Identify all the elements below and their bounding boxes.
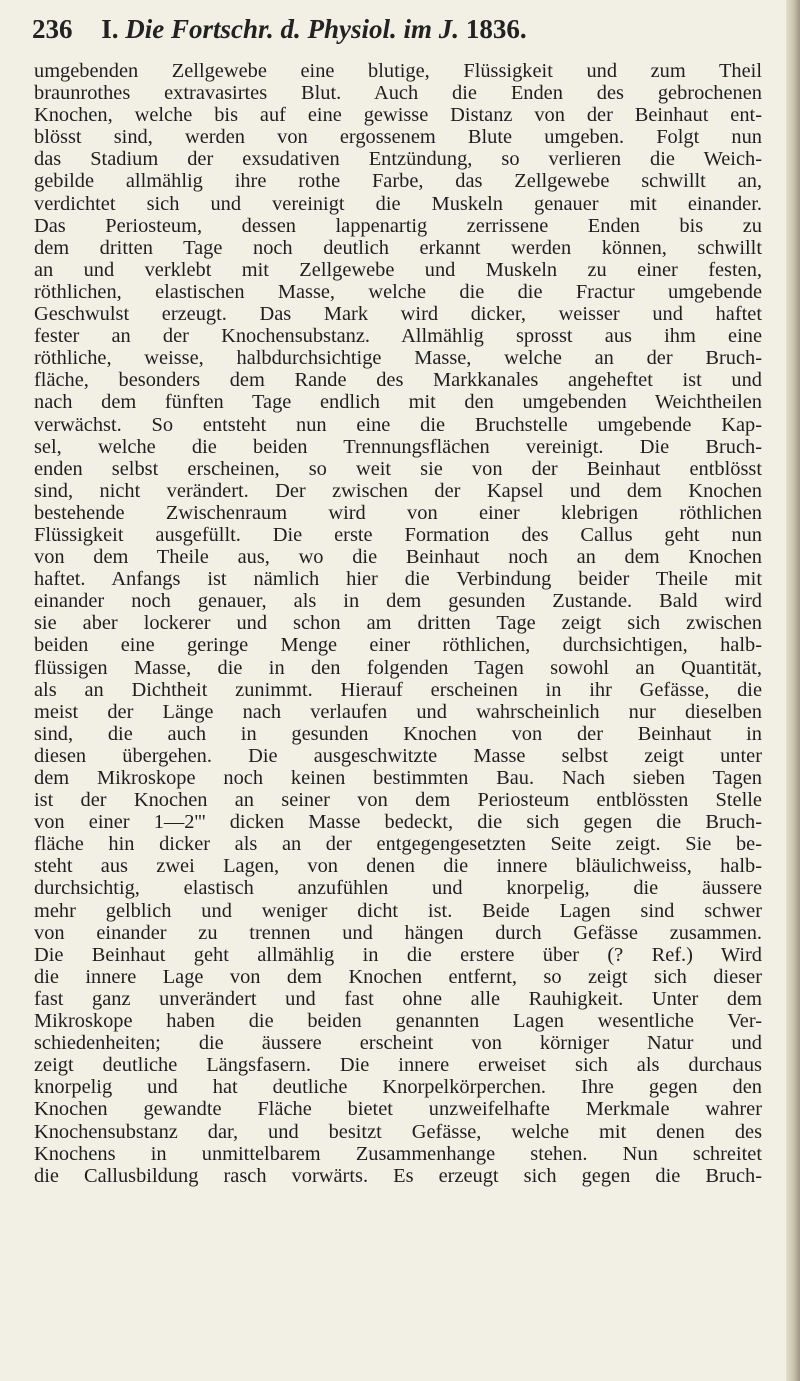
text-line: verdichtet sich und vereinigt die Muskeln genauer mit einander.	[34, 192, 762, 215]
text-line: von dem Theile aus, wo die Beinhaut noch an dem Knochen	[34, 546, 762, 569]
text-line: Mikroskope haben die beiden genannten Lagen wesentliche Ver-	[34, 1010, 762, 1033]
text-line: dem Mikroskope noch keinen bestimmten Bau. Nach sieben Tagen	[34, 767, 762, 789]
text-line: zeigt deutliche Längsfasern. Die innere erweiset sich als durchaus	[34, 1054, 762, 1077]
text-line: röthlichen, elastischen Masse, welche die die Fractur umgebende	[34, 280, 762, 303]
text-line: fester an der Knochensubstanz. Allmählig sprosst aus ihm eine	[34, 325, 762, 348]
body-text	[34, 60, 762, 1187]
text-line: das Stadium der exsudativen Entzündung, so verlieren die Weich-	[34, 148, 762, 171]
text-line: als an Dichtheit zunimmt. Hierauf erscheinen in ihr Gefässe, die	[34, 678, 762, 701]
running-head	[101, 14, 526, 45]
text-line: gebilde allmählig ihre rothe Farbe, das Zellgewebe schwillt an,	[34, 170, 762, 193]
text-line: Geschwulst erzeugt. Das Mark wird dicker, weisser und haftet	[34, 303, 762, 326]
text-line: einander noch genauer, als in dem gesunden Zustande. Bald wird	[34, 590, 762, 613]
text-line: enden selbst erscheinen, so weit sie von der Beinhaut entblösst	[34, 457, 762, 480]
page-header	[32, 14, 762, 46]
text-line: sel, welche die beiden Trennungsflächen vereinigt. Die Bruch-	[34, 435, 762, 458]
text-line: durchsichtig, elastisch anzufühlen und knorpelig, die äussere	[34, 877, 762, 900]
text-line: röthliche, weisse, halbdurchsichtige Masse, welche an der Bruch-	[34, 347, 762, 370]
text-line: von einander zu trennen und hängen durch Gefässe zusammen.	[34, 921, 762, 944]
text-line: bestehende Zwischenraum wird von einer klebrigen röthlichen	[34, 501, 762, 524]
section-mark: I.	[101, 14, 126, 44]
text-line: knorpelig und hat deutliche Knorpelkörperchen. Ihre gegen den	[34, 1076, 762, 1099]
text-line: sind, nicht verändert. Der zwischen der Kapsel und dem Knochen	[34, 479, 762, 502]
text-line: sind, die auch in gesunden Knochen von der Beinhaut in	[34, 722, 762, 745]
text-line: Knochen gewandte Fläche bietet unzweifelhafte Merkmale wahrer	[34, 1098, 762, 1121]
running-year: 1836.	[465, 14, 527, 44]
page-edge	[786, 0, 800, 1381]
text-line: Knochens in unmittelbarem Zusammenhange stehen. Nun schreitet	[34, 1142, 762, 1165]
text-line: ist der Knochen an seiner von dem Periosteum entblössten Stelle	[34, 789, 762, 812]
text-line: beiden eine geringe Menge einer röthlichen, durchsichtigen, halb-	[34, 634, 762, 657]
text-line: sie aber lockerer und schon am dritten Tage zeigt sich zwischen	[34, 612, 762, 635]
text-line: haftet. Anfangs ist nämlich hier die Verbindung beider Theile mit	[34, 568, 762, 591]
text-line: flüssigen Masse, die in den folgenden Tagen sowohl an Quantität,	[34, 656, 762, 679]
text-line: fläche, besonders dem Rande des Markkanales angeheftet ist und	[34, 369, 762, 392]
text-line: von einer 1—2''' dicken Masse bedeckt, die sich gegen die Bruch-	[34, 811, 762, 834]
text-line: an und verklebt mit Zellgewebe und Muskeln zu einer festen,	[34, 258, 762, 281]
running-title: Die Fortschr. d. Physiol. im J.	[125, 14, 466, 44]
text-line: Die Beinhaut geht allmählig in die erstere über (? Ref.) Wird	[34, 943, 762, 966]
text-line: schiedenheiten; die äussere erscheint von körniger Natur und	[34, 1032, 762, 1055]
text-line: braunrothes extravasirtes Blut. Auch die Enden des gebrochenen	[34, 82, 762, 105]
text-line: Flüssigkeit ausgefüllt. Die erste Formation des Callus geht nun	[34, 523, 762, 546]
text-line: mehr gelblich und weniger dicht ist. Beide Lagen sind schwer	[34, 899, 762, 922]
text-line: fast ganz unverändert und fast ohne alle Rauhigkeit. Unter dem	[34, 987, 762, 1010]
text-line: Knochen, welche bis auf eine gewisse Distanz von der Beinhaut ent-	[34, 104, 762, 127]
text-line: Knochensubstanz dar, und besitzt Gefässe, welche mit denen des	[34, 1120, 762, 1143]
text-line: dem dritten Tage noch deutlich erkannt werden können, schwillt	[34, 236, 762, 259]
text-line: steht aus zwei Lagen, von denen die innere bläulichweiss, halb-	[34, 855, 762, 878]
text-line: fläche hin dicker als an der entgegengesetzten Seite zeigt. Sie be-	[34, 833, 762, 856]
text-line: verwächst. So entsteht nun eine die Bruchstelle umgebende Kap-	[34, 413, 762, 436]
text-line: blösst sind, werden von ergossenem Blute umgeben. Folgt nun	[34, 126, 762, 149]
text-line: meist der Länge nach verlaufen und wahrscheinlich nur dieselben	[34, 700, 762, 723]
text-line: diesen übergehen. Die ausgeschwitzte Masse selbst zeigt unter	[34, 744, 762, 767]
text-line: die Callusbildung rasch vorwärts. Es erzeugt sich gegen die Bruch-	[34, 1164, 762, 1187]
page-number: 236	[32, 14, 73, 44]
text-line: nach dem fünften Tage endlich mit den umgebenden Weichtheilen	[34, 391, 762, 414]
text-line: Das Periosteum, dessen lappenartig zerrissene Enden bis zu	[34, 214, 762, 237]
text-line: umgebenden Zellgewebe eine blutige, Flüssigkeit und zum Theil	[34, 60, 762, 82]
text-line: die innere Lage von dem Knochen entfernt, so zeigt sich dieser	[34, 965, 762, 988]
